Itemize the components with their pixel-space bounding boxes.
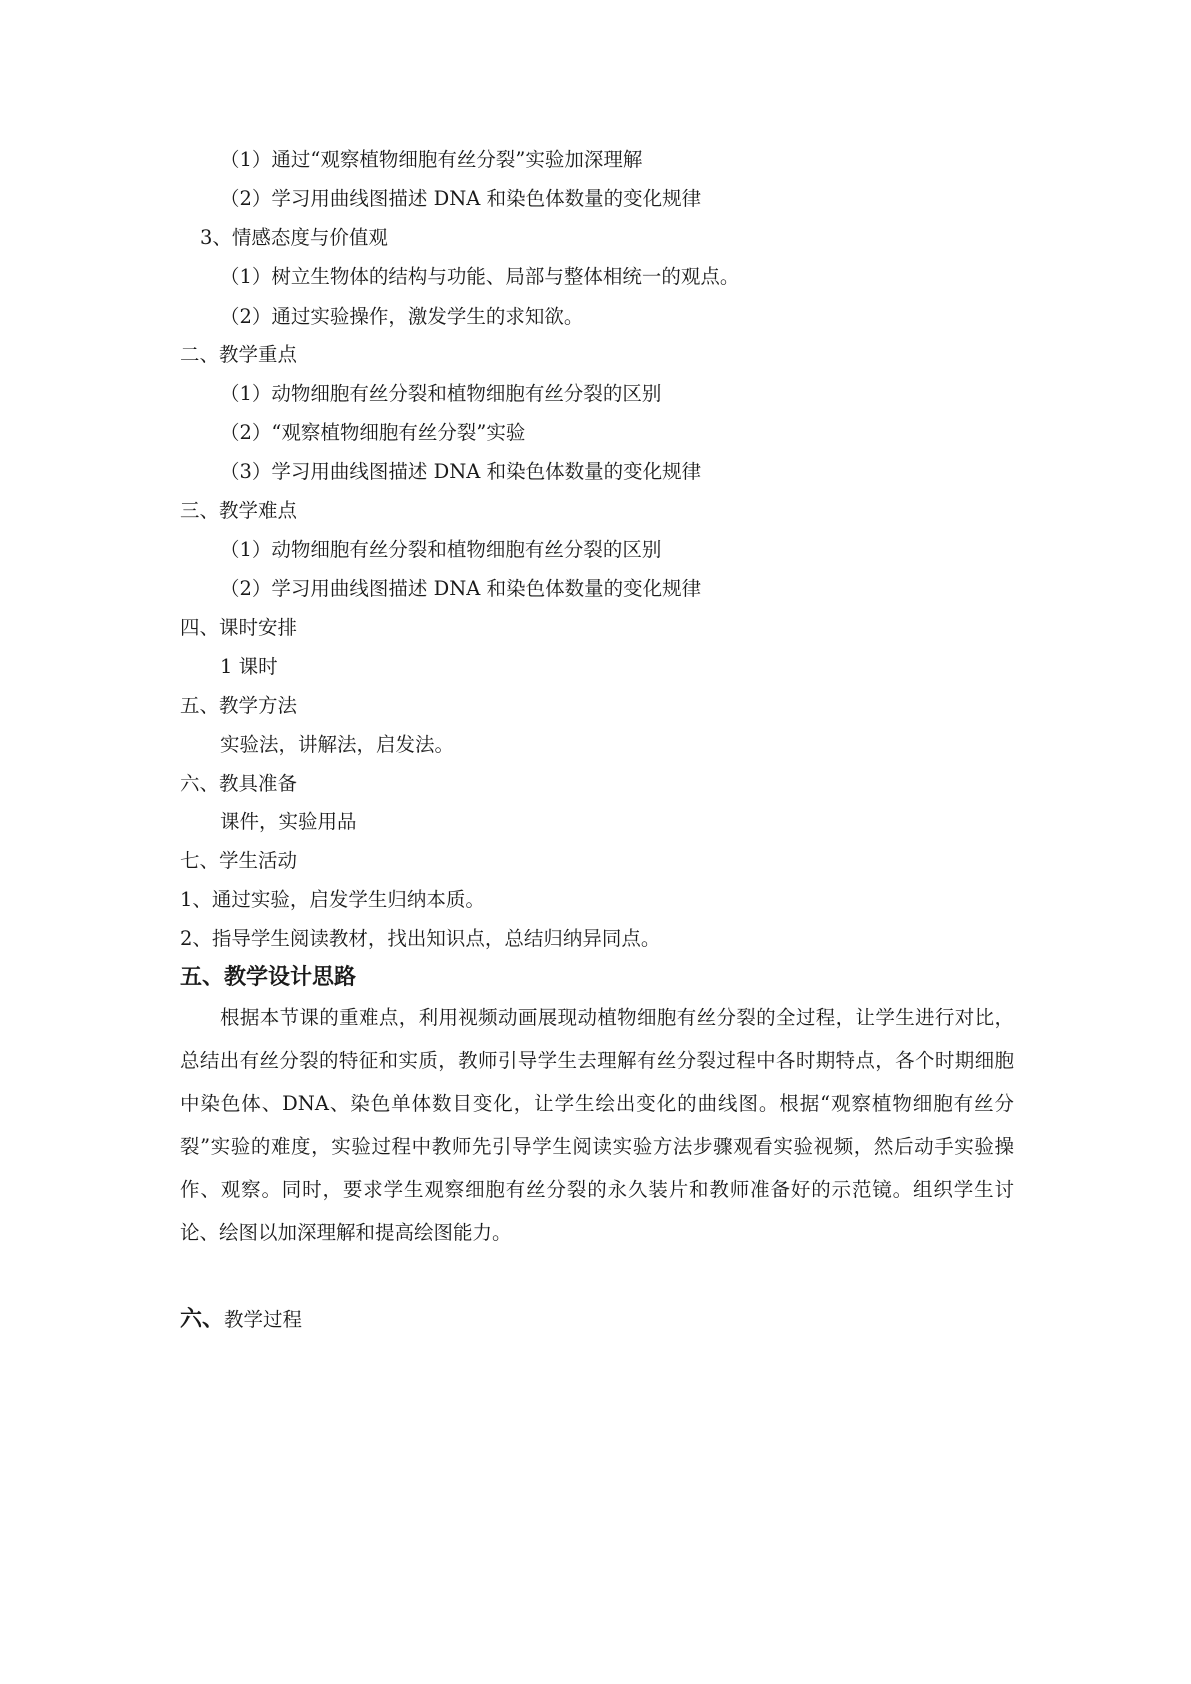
text-line: （2）学习用曲线图描述 DNA 和染色体数量的变化规律 xyxy=(220,577,702,600)
text-line: 课件，实验用品 xyxy=(220,810,357,833)
section-6-number: 六、 xyxy=(180,1307,225,1332)
text-line: （1）动物细胞有丝分裂和植物细胞有丝分裂的区别 xyxy=(220,382,662,405)
section-5-heading: 五、教学设计思路 xyxy=(180,965,357,990)
section-6-title: 教学过程 xyxy=(224,1308,303,1331)
section-heading: 四、课时安排 xyxy=(180,616,298,639)
section-heading: 三、教学难点 xyxy=(180,499,298,522)
text-line: 1、通过实验，启发学生归纳本质。 xyxy=(180,888,485,911)
text-line: （2）“观察植物细胞有丝分裂”实验 xyxy=(220,421,526,444)
section-heading: 二、教学重点 xyxy=(180,343,298,366)
text-line: （1）动物细胞有丝分裂和植物细胞有丝分裂的区别 xyxy=(220,538,662,561)
text-line: （3）学习用曲线图描述 DNA 和染色体数量的变化规律 xyxy=(220,460,702,483)
section-6-heading xyxy=(180,1306,302,1334)
section-heading: 五、教学方法 xyxy=(180,694,298,717)
text-line: （2）学习用曲线图描述 DNA 和染色体数量的变化规律 xyxy=(220,187,702,210)
text-line: （1）树立生物体的结构与功能、局部与整体相统一的观点。 xyxy=(220,265,740,288)
section-heading: 六、教具准备 xyxy=(180,772,298,795)
text-line: （1）通过“观察植物细胞有丝分裂”实验加深理解 xyxy=(220,148,643,171)
text-line: 1 课时 xyxy=(220,655,278,678)
text-line: 2、指导学生阅读教材，找出知识点，总结归纳异同点。 xyxy=(180,927,661,950)
text-line: （2）通过实验操作，激发学生的求知欲。 xyxy=(220,305,584,328)
section-heading: 七、学生活动 xyxy=(180,849,298,872)
text-line: 实验法，讲解法，启发法。 xyxy=(220,733,455,756)
section-5-paragraph: 根据本节课的重难点，利用视频动画展现动植物细胞有丝分裂的全过程，让学生进行对比，总结出有丝分裂的特征和实质，教师引导学生去理解有丝分裂过程中各时期特点，各个时期细胞中染色体、DNA、染色单体数目变化，让学生绘出变化的曲线图。根据“观察植物细胞有丝分裂”实验的难度，实验过程中教师先引导学生阅读实验方法步骤观看实验视频，然后动手实验操作、观察。同时，要求学生观察细胞有丝分裂的永久装片和教师准备好的示范镜。组织学生讨论、绘图以加深理解和提高绘图能力。 xyxy=(180,1006,1014,1244)
subsection-heading: 3、情感态度与价值观 xyxy=(200,226,388,249)
